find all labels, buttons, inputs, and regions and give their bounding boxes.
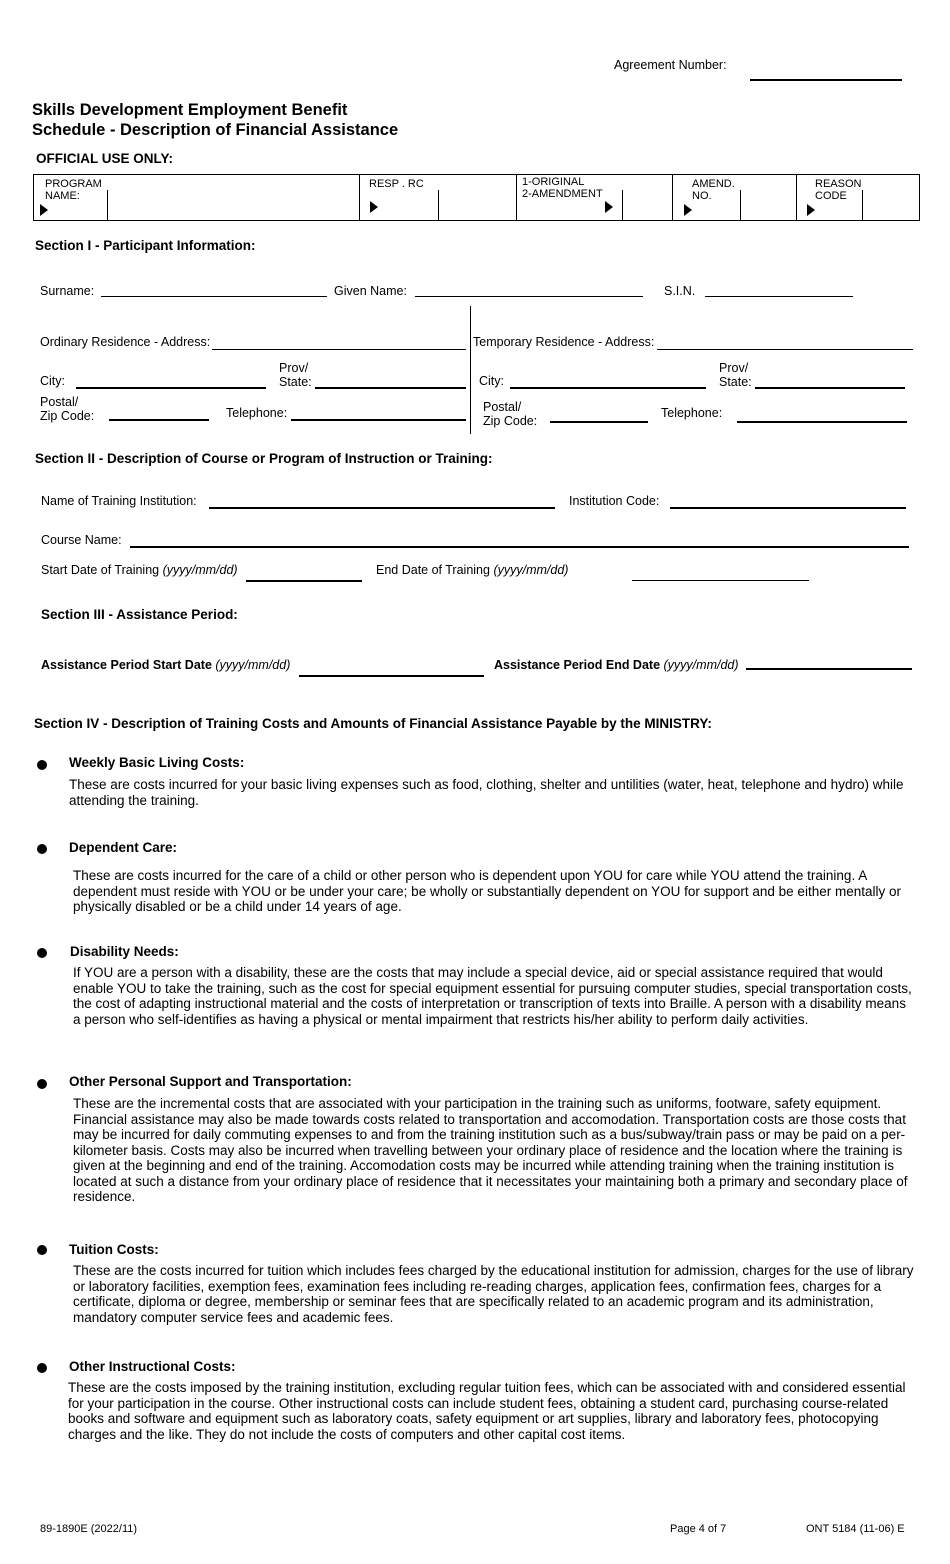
- temporary-city-label: City:: [479, 374, 504, 388]
- bullet-icon: [37, 844, 47, 854]
- resp-rc-label: RESP . RC: [369, 178, 424, 190]
- surname-label: Surname:: [40, 284, 95, 298]
- section-1-heading: Section I - Participant Information:: [35, 238, 256, 253]
- temporary-city-field[interactable]: [510, 387, 706, 389]
- sin-label: S.I.N.: [664, 284, 696, 298]
- reason-code-label: REASON CODE: [815, 178, 862, 202]
- course-name-label: Course Name:: [41, 533, 122, 547]
- tuition-costs-title: Tuition Costs:: [69, 1242, 159, 1257]
- weekly-living-costs-title: Weekly Basic Living Costs:: [69, 755, 245, 770]
- tuition-costs-text: These are the costs incurred for tuition which includes fees charged by the educational institution for admission, charges for the use of library or laboratory facilities, exemption fees, examination fees including re-reading charges, application fees, confirmation fees, charges for a certificate, diploma or degree, membership or seminar fees that are specifically related to an academic program and its administration, mandatory computer service fees and academic fees.: [73, 1263, 914, 1325]
- ordinary-telephone-field[interactable]: [291, 419, 466, 421]
- section-2-heading: Section II - Description of Course or Program of Instruction or Training:: [35, 451, 493, 466]
- reason-code-arrow-icon: [807, 204, 815, 216]
- disability-needs-title: Disability Needs:: [70, 944, 179, 959]
- ordinary-city-field[interactable]: [76, 387, 266, 389]
- dependent-care-text: These are costs incurred for the care of a child or other person who is dependent upon YOU for care while YOU attend the training. A dependent must reside with YOU or be under your care; be wholly or substantially dependent on YOU for support and be either mentally or physically disabled or be a child under 14 years of age.: [73, 868, 901, 914]
- temporary-address-field[interactable]: [657, 349, 913, 350]
- temporary-postal-label: Postal/ Zip Code:: [483, 400, 538, 428]
- ordinary-postal-field[interactable]: [109, 419, 209, 421]
- bullet-icon: [37, 1079, 47, 1089]
- ordinary-prov-label: Prov/ State:: [279, 361, 312, 389]
- institution-name-label: Name of Training Institution:: [41, 494, 197, 508]
- end-date-label: End Date of Training (yyyy/mm/dd): [376, 563, 569, 577]
- institution-code-label: Institution Code:: [569, 494, 660, 508]
- temporary-telephone-field[interactable]: [737, 421, 907, 423]
- personal-support-title: Other Personal Support and Transportation:: [69, 1074, 352, 1089]
- bullet-icon: [37, 760, 47, 770]
- official-use-box: [33, 174, 920, 221]
- original-amendment-label: 1-ORIGINAL 2-AMENDMENT: [522, 176, 603, 200]
- bullet-icon: [37, 948, 47, 958]
- start-date-label: Start Date of Training (yyyy/mm/dd): [41, 563, 238, 577]
- sin-field[interactable]: [705, 296, 853, 297]
- assistance-end-label: Assistance Period End Date (yyyy/mm/dd): [494, 658, 739, 672]
- weekly-living-costs-text: These are costs incurred for your basic living expenses such as food, clothing, shelter and untilities (water, heat, telephone and hydro) while attending the training.: [69, 777, 904, 808]
- residence-divider: [470, 306, 471, 434]
- assistance-start-field[interactable]: [299, 675, 484, 677]
- ordinary-postal-label: Postal/ Zip Code:: [40, 395, 95, 423]
- temporary-prov-field[interactable]: [755, 387, 905, 389]
- ont-code: ONT 5184 (11-06) E: [806, 1523, 905, 1535]
- bullet-icon: [37, 1363, 47, 1373]
- instructional-costs-text: These are the costs imposed by the training institution, excluding regular tuition fees, which can be associated with and considered essential for your participation in the course. Other instructional costs can include student fees, obtaining a student card, purchasing course-related books and software and equipment such as laboratory coats, safety equipment or art supplies, library and laboratory fees, photocopying charges and the like. They do not include the costs of computers and other capital cost items.: [68, 1380, 906, 1442]
- form-number: 89-1890E (2022/11): [40, 1523, 138, 1535]
- temporary-telephone-label: Telephone:: [661, 406, 723, 420]
- given-name-field[interactable]: [415, 296, 643, 297]
- assistance-end-field[interactable]: [746, 668, 912, 670]
- start-date-field[interactable]: [246, 580, 362, 582]
- temporary-address-label: Temporary Residence - Address:: [473, 335, 655, 349]
- ordinary-telephone-label: Telephone:: [226, 406, 288, 420]
- institution-name-field[interactable]: [209, 507, 555, 509]
- assistance-start-label: Assistance Period Start Date (yyyy/mm/dd): [41, 658, 291, 672]
- agreement-number-field[interactable]: [750, 79, 902, 81]
- given-name-label: Given Name:: [334, 284, 407, 298]
- surname-field[interactable]: [101, 296, 327, 297]
- ordinary-address-field[interactable]: [212, 349, 466, 350]
- institution-code-field[interactable]: [670, 507, 906, 509]
- amend-no-label: AMEND. NO.: [692, 178, 735, 202]
- end-date-field[interactable]: [632, 580, 809, 581]
- temporary-prov-label: Prov/ State:: [719, 361, 752, 389]
- official-use-label: OFFICIAL USE ONLY:: [36, 151, 174, 166]
- personal-support-text: These are the incremental costs that are associated with your participation in the training such as uniforms, footware, safety equipment. Financial assistance may also be made towards costs related to transportation and accomodation. Transportation costs are those costs that may be incurred for daily commuting expenses to and from the training institution such as a bus/subway/train pass or may be paid on a per-kilometer basis. Costs may also be incurred when travelling between your ordinary place of residence and the location where the training is given at the beginning and end of the training. Accomodation costs may be incurred while attending training when the training institution is located at such a distance from your ordinary place of residence that it necessitates your maintaining both a primary and secondary place of residence.: [73, 1096, 908, 1204]
- ordinary-prov-field[interactable]: [315, 387, 466, 389]
- section-4-heading: Section IV - Description of Training Costs and Amounts of Financial Assistance Payable by the MINISTRY:: [34, 716, 712, 731]
- form-title: Skills Development Employment Benefit: [32, 101, 348, 119]
- page-number: Page 4 of 7: [670, 1523, 727, 1535]
- program-name-label: PROGRAM NAME:: [45, 178, 102, 202]
- ordinary-city-label: City:: [40, 374, 65, 388]
- dependent-care-title: Dependent Care:: [69, 840, 178, 855]
- form-subtitle: Schedule - Description of Financial Assistance: [32, 121, 399, 139]
- agreement-number-label: Agreement Number:: [614, 58, 727, 72]
- instructional-costs-title: Other Instructional Costs:: [69, 1359, 236, 1374]
- amend-no-arrow-icon: [684, 204, 692, 216]
- ordinary-address-label: Ordinary Residence - Address:: [40, 335, 211, 349]
- bullet-icon: [37, 1245, 47, 1255]
- program-name-arrow-icon: [40, 204, 48, 216]
- disability-needs-text: If YOU are a person with a disability, these are the costs that may include a special device, aid or special assistance required that would enable YOU to take the training, such as the cost for special equipment essential for pursuing computer studies, special transportation costs, the cost of adapting instructional material and the costs of interpretation or transcription of texts into Braille. A person with a disability means a person who self-identifies as having a physical or mental impairment that restricts his/her ability to perform daily activities.: [73, 965, 912, 1027]
- temporary-postal-field[interactable]: [550, 421, 648, 423]
- resp-rc-arrow-icon: [370, 201, 378, 213]
- course-name-field[interactable]: [130, 546, 909, 548]
- section-3-heading: Section III - Assistance Period:: [41, 607, 238, 622]
- amendment-arrow-icon: [605, 201, 613, 213]
